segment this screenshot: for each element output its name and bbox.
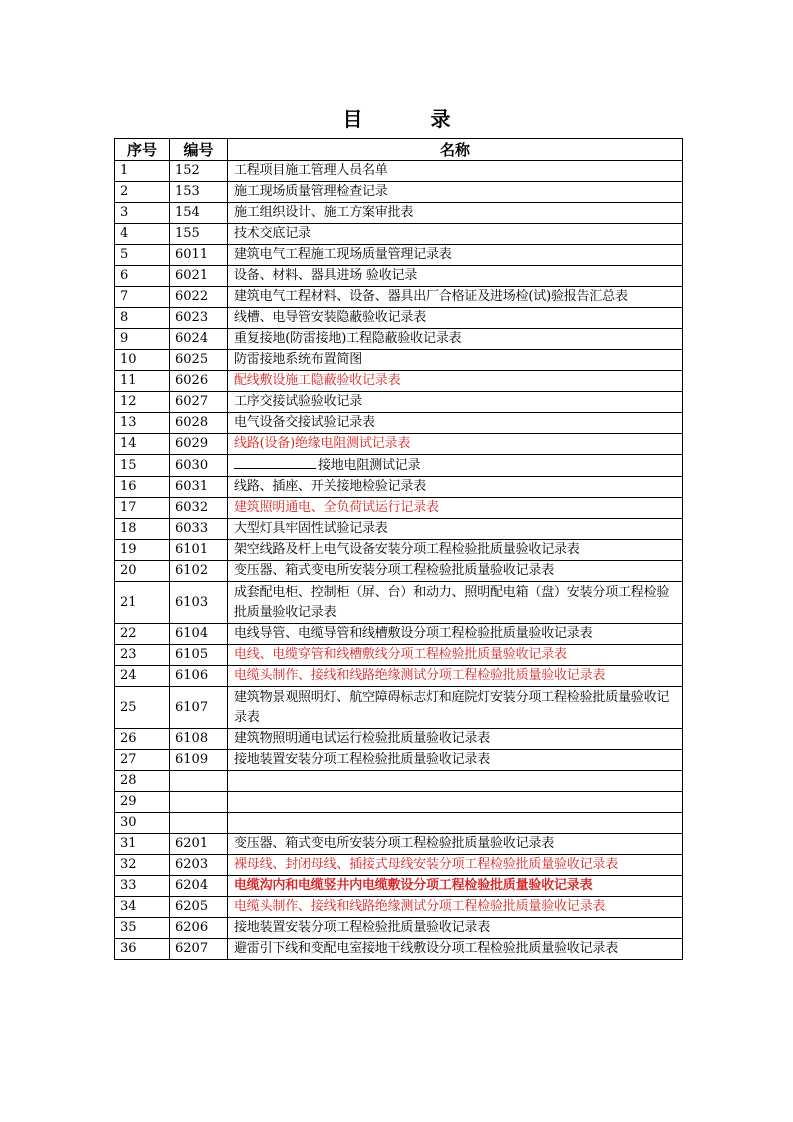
row-code: 6028: [170, 413, 228, 434]
row-name: [228, 561, 683, 582]
table-row: [115, 897, 683, 918]
row-name-text: 电缆沟内和电缆竖井内电缆敷设分项工程检验批质量验收记录表: [234, 878, 593, 893]
table-row: [115, 455, 683, 477]
row-code: 6109: [170, 750, 228, 771]
table-row: [115, 624, 683, 645]
row-name-text: 电线、电缆穿管和线槽敷线分项工程检验批质量验收记录表: [234, 647, 567, 662]
row-code: 6204: [170, 876, 228, 897]
row-seq: 20: [115, 561, 170, 582]
table-row: [115, 939, 683, 960]
row-seq: 5: [115, 245, 170, 266]
table-row: [115, 434, 683, 455]
row-seq: 28: [115, 771, 170, 792]
row-seq: 9: [115, 329, 170, 350]
row-seq: 12: [115, 392, 170, 413]
table-row: [115, 350, 683, 371]
row-code: 6026: [170, 371, 228, 392]
title-right: 录: [430, 107, 451, 131]
row-seq: 14: [115, 434, 170, 455]
row-code: 6108: [170, 729, 228, 750]
row-name-text: 配线敷设施工隐蔽验收记录表: [234, 373, 401, 388]
row-name: [228, 834, 683, 855]
row-name-text: 施工组织设计、施工方案审批表: [234, 205, 414, 220]
row-name: [228, 897, 683, 918]
row-code: 6105: [170, 645, 228, 666]
row-code: 6022: [170, 287, 228, 308]
table-header-row: [115, 139, 683, 161]
row-seq: 17: [115, 498, 170, 519]
row-name-text: 架空线路及杆上电气设备安装分项工程检验批质量验收记录表: [234, 542, 580, 557]
row-seq: 11: [115, 371, 170, 392]
row-seq: 18: [115, 519, 170, 540]
row-name: [228, 350, 683, 371]
row-code: 6201: [170, 834, 228, 855]
row-code: 6101: [170, 540, 228, 561]
table-row: [115, 792, 683, 813]
row-seq: 25: [115, 687, 170, 729]
row-code: [170, 813, 228, 834]
table-row: [115, 561, 683, 582]
page-title: [0, 103, 793, 132]
row-name: [228, 729, 683, 750]
row-name-text: 建筑照明通电、全负荷试运行记录表: [234, 500, 439, 515]
header-seq: 序号: [115, 139, 170, 161]
row-name: [228, 434, 683, 455]
row-code: 153: [170, 182, 228, 203]
table-row: [115, 582, 683, 624]
row-name: [228, 771, 683, 792]
row-name: [228, 918, 683, 939]
row-code: 6106: [170, 666, 228, 687]
row-code: 6102: [170, 561, 228, 582]
table-body: [115, 161, 683, 960]
row-name: [228, 455, 683, 477]
table-row: [115, 645, 683, 666]
row-name: [228, 329, 683, 350]
table-row: [115, 413, 683, 434]
table-row: [115, 876, 683, 897]
table-row: [115, 266, 683, 287]
row-seq: 21: [115, 582, 170, 624]
row-name-text: 重复接地(防雷接地)工程隐蔽验收记录表: [234, 331, 462, 346]
row-name: [228, 540, 683, 561]
row-seq: 13: [115, 413, 170, 434]
row-code: 6032: [170, 498, 228, 519]
row-name-text: 电缆头制作、接线和线路绝缘测试分项工程检验批质量验收记录表: [234, 668, 606, 683]
table-row: [115, 224, 683, 245]
row-name: [228, 203, 683, 224]
row-seq: 23: [115, 645, 170, 666]
row-name: [228, 519, 683, 540]
row-code: 6031: [170, 477, 228, 498]
row-seq: 15: [115, 455, 170, 477]
row-name-text: 建筑电气工程材料、设备、器具出厂合格证及进场检(试)验报告汇总表: [234, 289, 628, 304]
table-row: [115, 329, 683, 350]
row-seq: 35: [115, 918, 170, 939]
row-seq: 22: [115, 624, 170, 645]
row-name: [228, 224, 683, 245]
row-name-text: 接地装置安装分项工程检验批质量验收记录表: [234, 920, 491, 935]
row-seq: 30: [115, 813, 170, 834]
table-row: [115, 308, 683, 329]
row-name-text: 线路(设备)绝缘电阻测试记录表: [234, 436, 411, 451]
row-seq: 16: [115, 477, 170, 498]
row-seq: 27: [115, 750, 170, 771]
table-row: [115, 855, 683, 876]
row-seq: 31: [115, 834, 170, 855]
fill-in-blank: [234, 455, 316, 469]
row-name: [228, 161, 683, 182]
row-code: 6021: [170, 266, 228, 287]
row-name: [228, 371, 683, 392]
row-code: 155: [170, 224, 228, 245]
table-row: [115, 666, 683, 687]
table-row: [115, 918, 683, 939]
table-row: [115, 161, 683, 182]
row-seq: 32: [115, 855, 170, 876]
row-name-text: 变压器、箱式变电所安装分项工程检验批质量验收记录表: [234, 563, 555, 578]
row-code: 6023: [170, 308, 228, 329]
row-name: [228, 876, 683, 897]
contents-table: [114, 138, 683, 960]
table-row: [115, 519, 683, 540]
table-row: [115, 834, 683, 855]
row-code: 6104: [170, 624, 228, 645]
row-name-text: 施工现场质量管理检查记录: [234, 184, 388, 199]
row-code: 6011: [170, 245, 228, 266]
row-name-text: 避雷引下线和变配电室接地干线敷设分项工程检验批质量验收记录表: [234, 941, 619, 956]
row-name: [228, 687, 683, 729]
table-row: [115, 477, 683, 498]
row-code: 154: [170, 203, 228, 224]
table-row: [115, 287, 683, 308]
row-name: [228, 266, 683, 287]
row-seq: 10: [115, 350, 170, 371]
row-code: 6033: [170, 519, 228, 540]
row-seq: 2: [115, 182, 170, 203]
row-name-text: 成套配电柜、控制柜（屏、台）和动力、照明配电箱（盘）安装分项工程检验批质量验收记录表: [234, 584, 670, 620]
row-code: 6029: [170, 434, 228, 455]
row-seq: 6: [115, 266, 170, 287]
row-code: 6206: [170, 918, 228, 939]
row-seq: 33: [115, 876, 170, 897]
row-seq: 24: [115, 666, 170, 687]
row-name-text: 裸母线、封闭母线、插接式母线安装分项工程检验批质量验收记录表: [234, 857, 619, 872]
row-code: [170, 771, 228, 792]
row-name: [228, 498, 683, 519]
row-code: 152: [170, 161, 228, 182]
table-row: [115, 750, 683, 771]
row-name-text: 变压器、箱式变电所安装分项工程检验批质量验收记录表: [234, 836, 555, 851]
row-code: 6025: [170, 350, 228, 371]
row-seq: 34: [115, 897, 170, 918]
row-name: [228, 666, 683, 687]
row-name: [228, 287, 683, 308]
row-name: [228, 245, 683, 266]
row-name-text: 电缆头制作、接线和线路绝缘测试分项工程检验批质量验收记录表: [234, 899, 606, 914]
title-left: 目: [342, 107, 363, 131]
row-name-text: 电气设备交接试验记录表: [234, 415, 375, 430]
row-name-text: 建筑电气工程施工现场质量管理记录表: [234, 247, 452, 262]
header-code: 编号: [170, 139, 228, 161]
row-seq: 29: [115, 792, 170, 813]
row-code: 6030: [170, 455, 228, 477]
row-code: [170, 792, 228, 813]
row-code: 6103: [170, 582, 228, 624]
row-name-text: 技术交底记录: [234, 226, 311, 241]
row-name-text: 建筑物景观照明灯、航空障碍标志灯和庭院灯安装分项工程检验批质量验收记录表: [234, 689, 670, 725]
row-name: [228, 624, 683, 645]
table-row: [115, 729, 683, 750]
row-seq: 4: [115, 224, 170, 245]
row-code: 6024: [170, 329, 228, 350]
row-name: [228, 855, 683, 876]
row-name: [228, 792, 683, 813]
table-row: [115, 392, 683, 413]
row-name: [228, 939, 683, 960]
row-name-text: 工程项目施工管理人员名单: [234, 163, 388, 178]
row-code: 6205: [170, 897, 228, 918]
table-row: [115, 540, 683, 561]
row-name-text: 线路、插座、开关接地检验记录表: [234, 479, 427, 494]
row-code: 6027: [170, 392, 228, 413]
row-name: [228, 182, 683, 203]
row-name-text: 建筑物照明通电试运行检验批质量验收记录表: [234, 731, 491, 746]
table-row: [115, 687, 683, 729]
row-code: 6107: [170, 687, 228, 729]
table-row: [115, 371, 683, 392]
table-row: [115, 182, 683, 203]
table-row: [115, 245, 683, 266]
row-name-text: 大型灯具牢固性试验记录表: [234, 521, 388, 536]
row-name: [228, 413, 683, 434]
row-name: [228, 813, 683, 834]
row-seq: 1: [115, 161, 170, 182]
row-name: [228, 308, 683, 329]
row-name: [228, 392, 683, 413]
row-name: [228, 477, 683, 498]
table-row: [115, 203, 683, 224]
row-name-text: 工序交接试验验收记录: [234, 394, 363, 409]
row-seq: 19: [115, 540, 170, 561]
row-code: 6207: [170, 939, 228, 960]
row-name-text: 接地装置安装分项工程检验批质量验收记录表: [234, 752, 491, 767]
row-seq: 36: [115, 939, 170, 960]
row-name-text: 线槽、电导管安装隐蔽验收记录表: [234, 310, 427, 325]
row-seq: 3: [115, 203, 170, 224]
row-name: [228, 645, 683, 666]
row-name-text: 接地电阻测试记录: [318, 458, 421, 473]
row-code: 6203: [170, 855, 228, 876]
header-name: 名称: [228, 139, 683, 161]
table-row: [115, 813, 683, 834]
table-row: [115, 498, 683, 519]
row-seq: 8: [115, 308, 170, 329]
row-seq: 26: [115, 729, 170, 750]
row-name-text: 电线导管、电缆导管和线槽敷设分项工程检验批质量验收记录表: [234, 626, 593, 641]
row-seq: 7: [115, 287, 170, 308]
row-name-text: 防雷接地系统布置简图: [234, 352, 363, 367]
table-row: [115, 771, 683, 792]
row-name-text: 设备、材料、器具进场 验收记录: [234, 268, 418, 283]
row-name: [228, 582, 683, 624]
row-name: [228, 750, 683, 771]
